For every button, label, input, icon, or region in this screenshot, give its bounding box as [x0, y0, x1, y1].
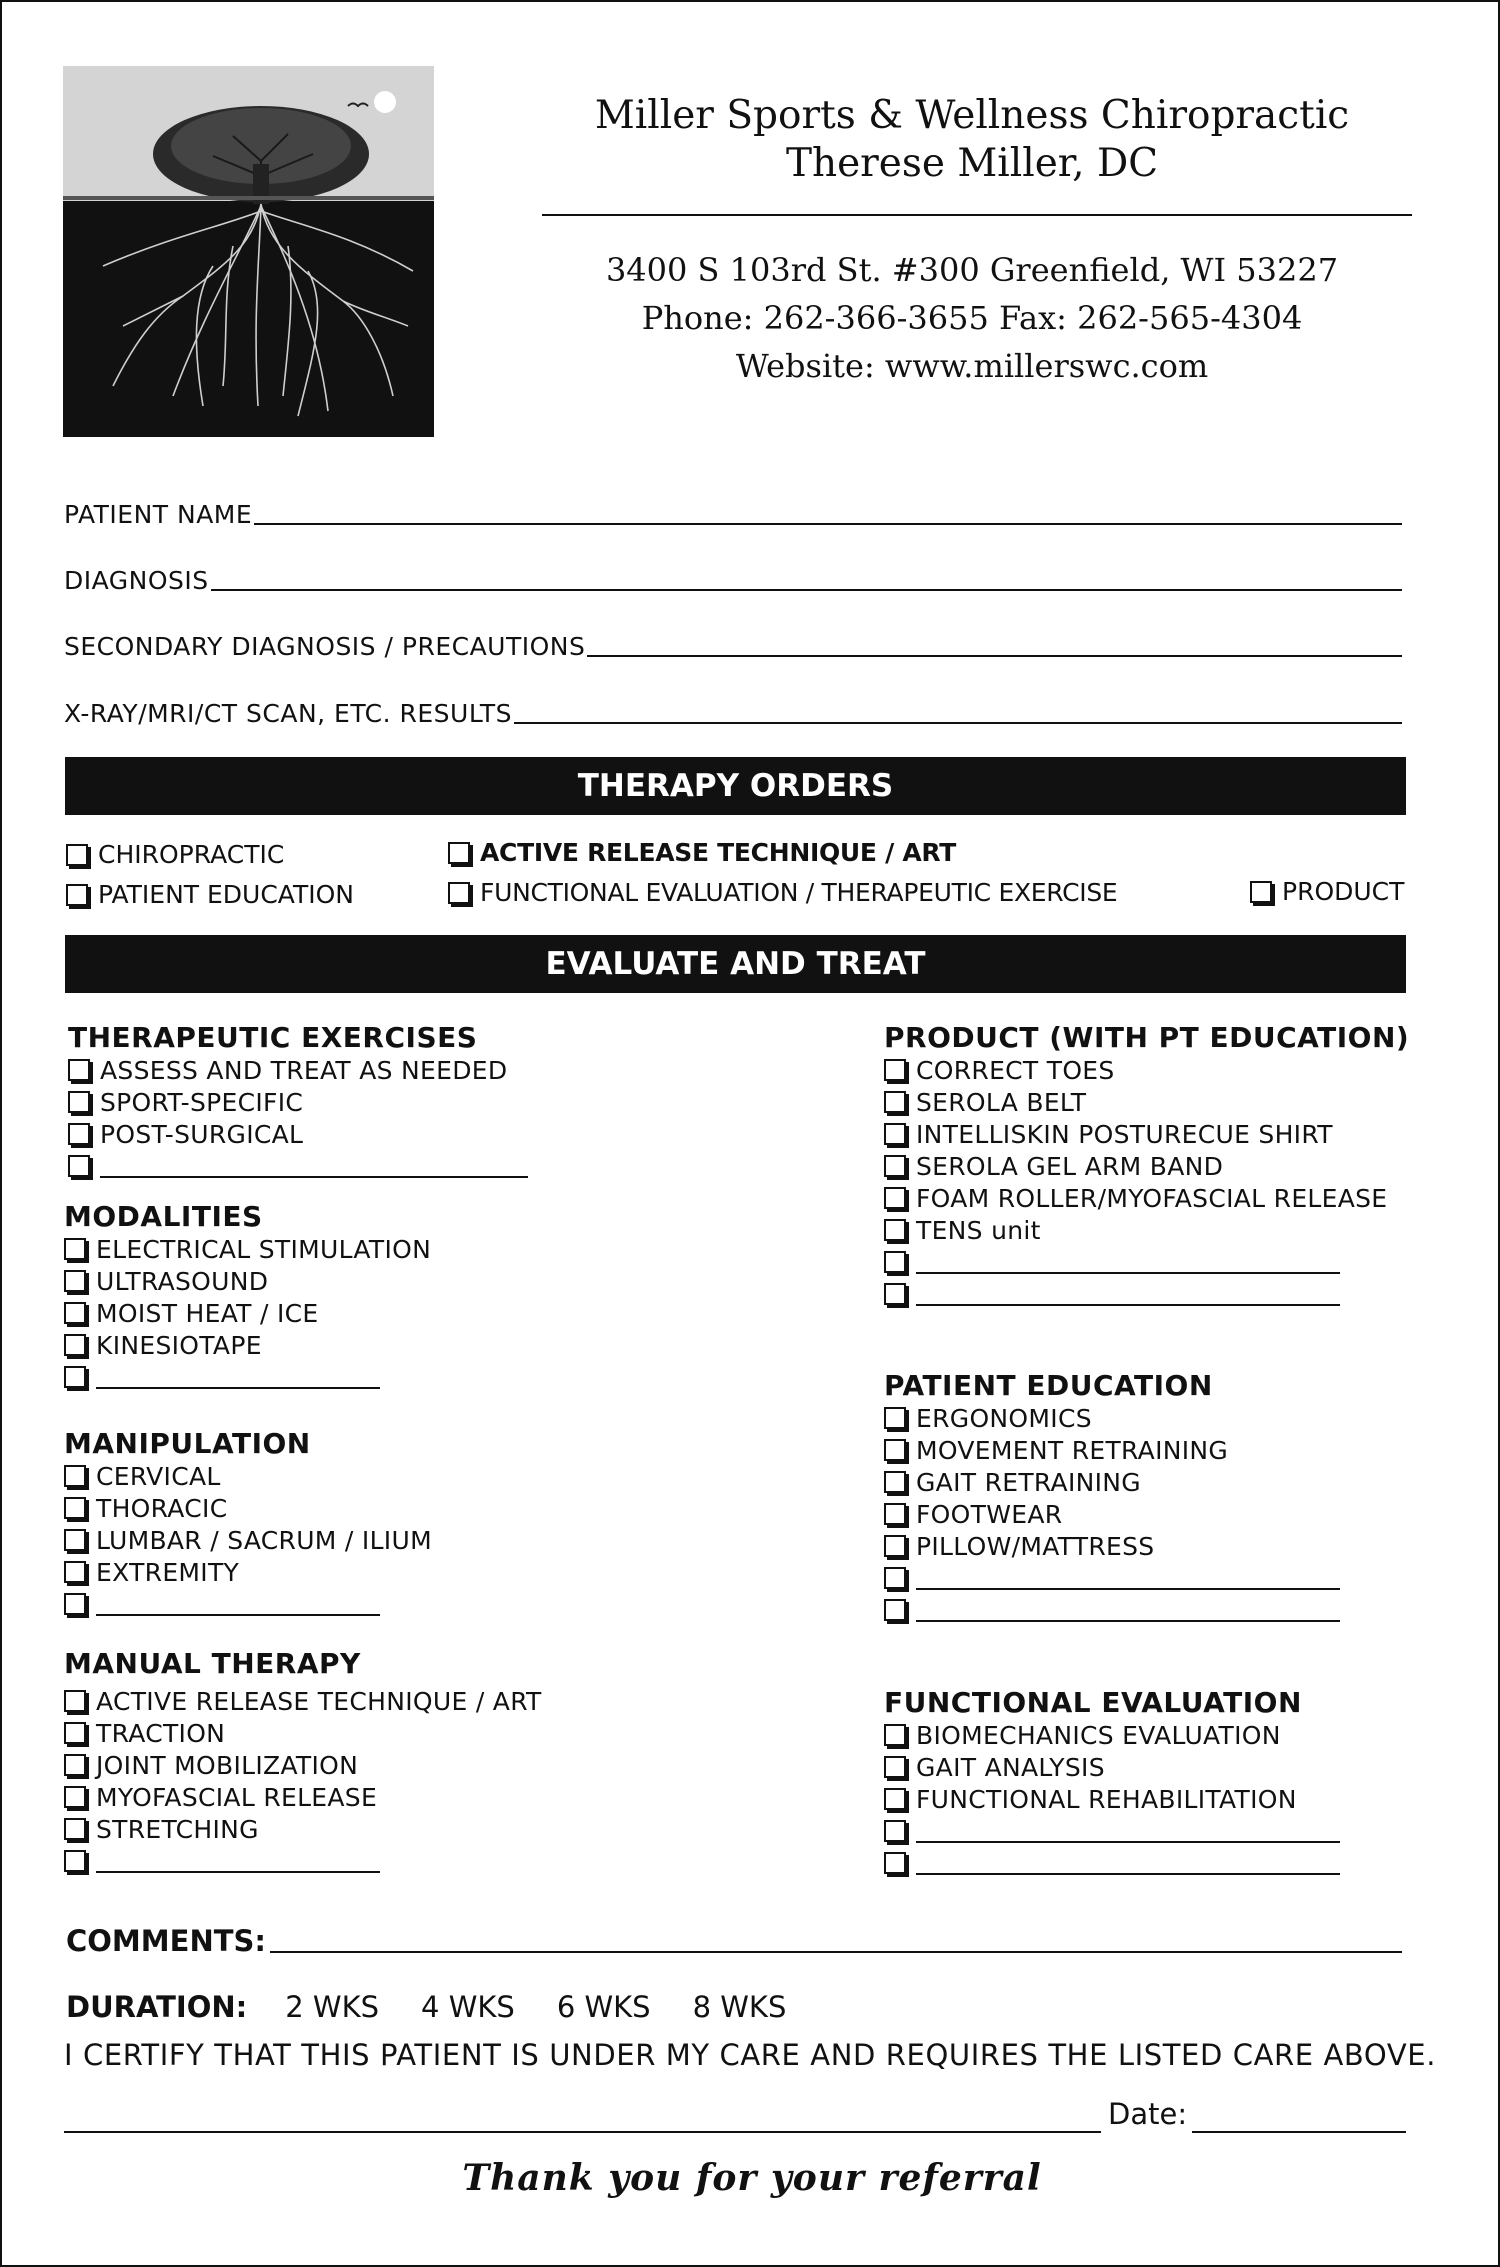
patient-education-title: PATIENT EDUCATION [884, 1369, 1213, 1402]
list-item[interactable]: FOAM ROLLER/MYOFASCIAL RELEASE [884, 1182, 1409, 1214]
checkbox-icon[interactable] [884, 1059, 906, 1081]
blank-line[interactable] [916, 1851, 1340, 1875]
list-item[interactable]: CORRECT TOES [884, 1054, 1409, 1086]
list-item[interactable]: BIOMECHANICS EVALUATION [884, 1719, 1340, 1751]
checkbox-icon[interactable] [884, 1852, 906, 1874]
duration-option[interactable]: 6 WKS [556, 1990, 651, 2024]
checkbox-icon[interactable] [884, 1219, 906, 1241]
patient-name-line[interactable] [254, 523, 1402, 525]
checkbox-icon[interactable] [884, 1155, 906, 1177]
comments-field[interactable] [66, 1924, 1402, 1958]
checkbox-icon[interactable] [884, 1599, 906, 1621]
checkbox-icon[interactable] [64, 1334, 86, 1356]
doctor-name: Therese Miller, DC [785, 141, 1159, 186]
list-item[interactable]: ACTIVE RELEASE TECHNIQUE / ART [64, 1685, 542, 1717]
checkbox-icon[interactable] [64, 1561, 86, 1583]
checkbox-icon[interactable] [884, 1724, 906, 1746]
blank-line[interactable] [916, 1566, 1340, 1590]
list-item[interactable]: JOINT MOBILIZATION [64, 1749, 542, 1781]
patient-name-label: PATIENT NAME [64, 500, 253, 529]
checkbox-icon[interactable] [64, 1529, 86, 1551]
checkbox-icon[interactable] [64, 1850, 86, 1872]
checkbox-icon[interactable] [68, 1155, 90, 1177]
thank-you-note: Thank you for your referral [462, 2157, 1042, 2199]
duration-row [66, 1990, 828, 2024]
order-chiropractic[interactable]: CHIROPRACTIC [66, 840, 284, 869]
manual-therapy-title: MANUAL THERAPY [64, 1647, 361, 1680]
checkbox-icon[interactable] [64, 1593, 86, 1615]
order-patient-education[interactable]: PATIENT EDUCATION [66, 880, 354, 909]
checkbox-icon[interactable] [66, 884, 88, 906]
duration-option[interactable]: 2 WKS [285, 1990, 380, 2024]
checkbox-icon[interactable] [68, 1059, 90, 1081]
checkbox-icon[interactable] [884, 1251, 906, 1273]
secondary-diagnosis-line[interactable] [587, 655, 1402, 657]
functional-evaluation-section [884, 1686, 1340, 1879]
list-item-blank[interactable] [64, 1845, 542, 1877]
blank-line[interactable] [916, 1598, 1340, 1622]
list-item[interactable]: SEROLA GEL ARM BAND [884, 1150, 1409, 1182]
checkbox-icon[interactable] [884, 1407, 906, 1429]
list-item[interactable]: ELECTRICAL STIMULATION [64, 1233, 431, 1265]
product-section [884, 1021, 1409, 1310]
blank-line[interactable] [100, 1154, 528, 1178]
date-label: Date: [1108, 2097, 1188, 2131]
blank-line[interactable] [96, 1849, 380, 1873]
list-item-blank[interactable] [64, 1361, 431, 1393]
checkbox-icon[interactable] [64, 1366, 86, 1388]
diagnosis-label: DIAGNOSIS [64, 566, 209, 595]
order-art[interactable]: ACTIVE RELEASE TECHNIQUE / ART [448, 838, 956, 867]
list-item[interactable]: TENS unit [884, 1214, 1409, 1246]
secondary-diagnosis-label: SECONDARY DIAGNOSIS / PRECAUTIONS [64, 632, 586, 661]
results-line[interactable] [514, 722, 1402, 724]
checkbox-icon[interactable] [884, 1123, 906, 1145]
header-divider [542, 214, 1412, 216]
certification-statement: I CERTIFY THAT THIS PATIENT IS UNDER MY CARE AND REQUIRES THE LISTED CARE ABOVE. [64, 2038, 1437, 2072]
checkbox-icon[interactable] [68, 1123, 90, 1145]
checkbox-icon[interactable] [448, 882, 470, 904]
checkbox-icon[interactable] [64, 1786, 86, 1808]
list-item-blank[interactable] [884, 1594, 1340, 1626]
clinic-address: 3400 S 103rd St. #300 Greenfield, WI 53227 [605, 251, 1339, 289]
signature-line[interactable] [64, 2131, 1101, 2133]
list-item[interactable]: STRETCHING [64, 1813, 542, 1845]
checkbox-icon[interactable] [64, 1690, 86, 1712]
functional-evaluation-title: FUNCTIONAL EVALUATION [884, 1686, 1302, 1719]
checkbox-icon[interactable] [884, 1283, 906, 1305]
checkbox-icon[interactable] [68, 1091, 90, 1113]
checkbox-icon[interactable] [64, 1302, 86, 1324]
checkbox-icon[interactable] [64, 1270, 86, 1292]
list-item-blank[interactable] [64, 1588, 432, 1620]
checkbox-icon[interactable] [884, 1471, 906, 1493]
checkbox-icon[interactable] [884, 1820, 906, 1842]
duration-option[interactable]: 4 WKS [421, 1990, 515, 2024]
checkbox-icon[interactable] [64, 1754, 86, 1776]
checkbox-icon[interactable] [64, 1238, 86, 1260]
blank-line[interactable] [916, 1250, 1340, 1274]
list-item[interactable]: GAIT ANALYSIS [884, 1751, 1340, 1783]
order-functional-evaluation[interactable]: FUNCTIONAL EVALUATION / THERAPEUTIC EXERCISE [448, 878, 1117, 907]
list-item-blank[interactable] [68, 1150, 528, 1182]
list-item[interactable]: MOVEMENT RETRAINING [884, 1434, 1340, 1466]
list-item[interactable]: MYOFASCIAL RELEASE [64, 1781, 542, 1813]
duration-label: DURATION: [66, 1990, 248, 2024]
checkbox-icon[interactable] [884, 1788, 906, 1810]
results-label: X-RAY/MRI/CT SCAN, ETC. RESULTS [64, 699, 512, 728]
therapy-orders-heading: THERAPY ORDERS [65, 757, 1406, 815]
date-line[interactable] [1192, 2131, 1406, 2133]
checkbox-icon[interactable] [884, 1503, 906, 1525]
list-item-blank[interactable] [884, 1562, 1340, 1594]
duration-option[interactable]: 8 WKS [692, 1990, 787, 2024]
list-item[interactable]: THORACIC [64, 1492, 432, 1524]
list-item[interactable]: LUMBAR / SACRUM / ILIUM [64, 1524, 432, 1556]
list-item[interactable]: ASSESS AND TREAT AS NEEDED [68, 1054, 528, 1086]
checkbox-icon[interactable] [884, 1439, 906, 1461]
checkbox-icon[interactable] [1250, 881, 1272, 903]
checkbox-icon[interactable] [884, 1091, 906, 1113]
list-item-blank[interactable] [884, 1278, 1409, 1310]
blank-line[interactable] [916, 1282, 1340, 1306]
product-title: PRODUCT (WITH PT EDUCATION) [884, 1021, 1410, 1054]
clinic-phone: Phone: 262-366-3655 Fax: 262-565-4304 [641, 299, 1303, 337]
list-item[interactable]: KINESIOTAPE [64, 1329, 431, 1361]
diagnosis-line[interactable] [211, 589, 1402, 591]
order-product[interactable]: PRODUCT [1250, 877, 1404, 906]
diagnosis-field[interactable] [64, 566, 1402, 595]
patient-name-field[interactable] [64, 500, 1402, 529]
therapeutic-exercises-title: THERAPEUTIC EXERCISES [68, 1021, 478, 1054]
checkbox-icon[interactable] [884, 1756, 906, 1778]
checkbox-icon[interactable] [884, 1187, 906, 1209]
results-field[interactable] [64, 699, 1402, 728]
list-item[interactable]: MOIST HEAT / ICE [64, 1297, 431, 1329]
list-item-blank[interactable] [884, 1246, 1409, 1278]
list-item[interactable]: ERGONOMICS [884, 1402, 1340, 1434]
manual-therapy-section [64, 1647, 542, 1877]
list-item[interactable]: FUNCTIONAL REHABILITATION [884, 1783, 1340, 1815]
comments-label: COMMENTS: [66, 1924, 266, 1958]
blank-line[interactable] [96, 1592, 380, 1616]
list-item-blank[interactable] [884, 1815, 1340, 1847]
blank-line[interactable] [96, 1365, 380, 1389]
list-item[interactable]: GAIT RETRAINING [884, 1466, 1340, 1498]
modalities-title: MODALITIES [64, 1200, 263, 1233]
list-item[interactable]: EXTREMITY [64, 1556, 432, 1588]
checkbox-icon[interactable] [448, 842, 470, 864]
manipulation-title: MANIPULATION [64, 1427, 311, 1460]
blank-line[interactable] [916, 1819, 1340, 1843]
list-item[interactable]: POST-SURGICAL [68, 1118, 528, 1150]
checkbox-icon[interactable] [64, 1722, 86, 1744]
checkbox-icon[interactable] [884, 1535, 906, 1557]
manipulation-section [64, 1427, 432, 1620]
list-item[interactable]: CERVICAL [64, 1460, 432, 1492]
list-item[interactable]: FOOTWEAR [884, 1498, 1340, 1530]
patient-education-section [884, 1369, 1340, 1626]
secondary-diagnosis-field[interactable] [64, 632, 1402, 661]
checkbox-icon[interactable] [884, 1567, 906, 1589]
tree-logo-image [63, 66, 434, 437]
modalities-section [64, 1200, 431, 1393]
therapeutic-exercises-section [68, 1021, 528, 1182]
clinic-website: Website: www.millerswc.com [735, 347, 1209, 385]
checkbox-icon[interactable] [64, 1465, 86, 1487]
evaluate-treat-heading: EVALUATE AND TREAT [65, 935, 1406, 993]
checkbox-icon[interactable] [66, 844, 88, 866]
list-item[interactable]: TRACTION [64, 1717, 542, 1749]
list-item[interactable]: INTELLISKIN POSTURECUE SHIRT [884, 1118, 1409, 1150]
list-item[interactable]: ULTRASOUND [64, 1265, 431, 1297]
comments-line[interactable] [270, 1951, 1402, 1953]
list-item[interactable]: SPORT-SPECIFIC [68, 1086, 528, 1118]
signature-row [64, 2095, 1406, 2135]
clinic-name: Miller Sports & Wellness Chiropractic [594, 93, 1350, 138]
list-item-blank[interactable] [884, 1847, 1340, 1879]
clinic-header [532, 92, 1412, 390]
checkbox-icon[interactable] [64, 1497, 86, 1519]
checkbox-icon[interactable] [64, 1818, 86, 1840]
list-item[interactable]: SEROLA BELT [884, 1086, 1409, 1118]
list-item[interactable]: PILLOW/MATTRESS [884, 1530, 1340, 1562]
